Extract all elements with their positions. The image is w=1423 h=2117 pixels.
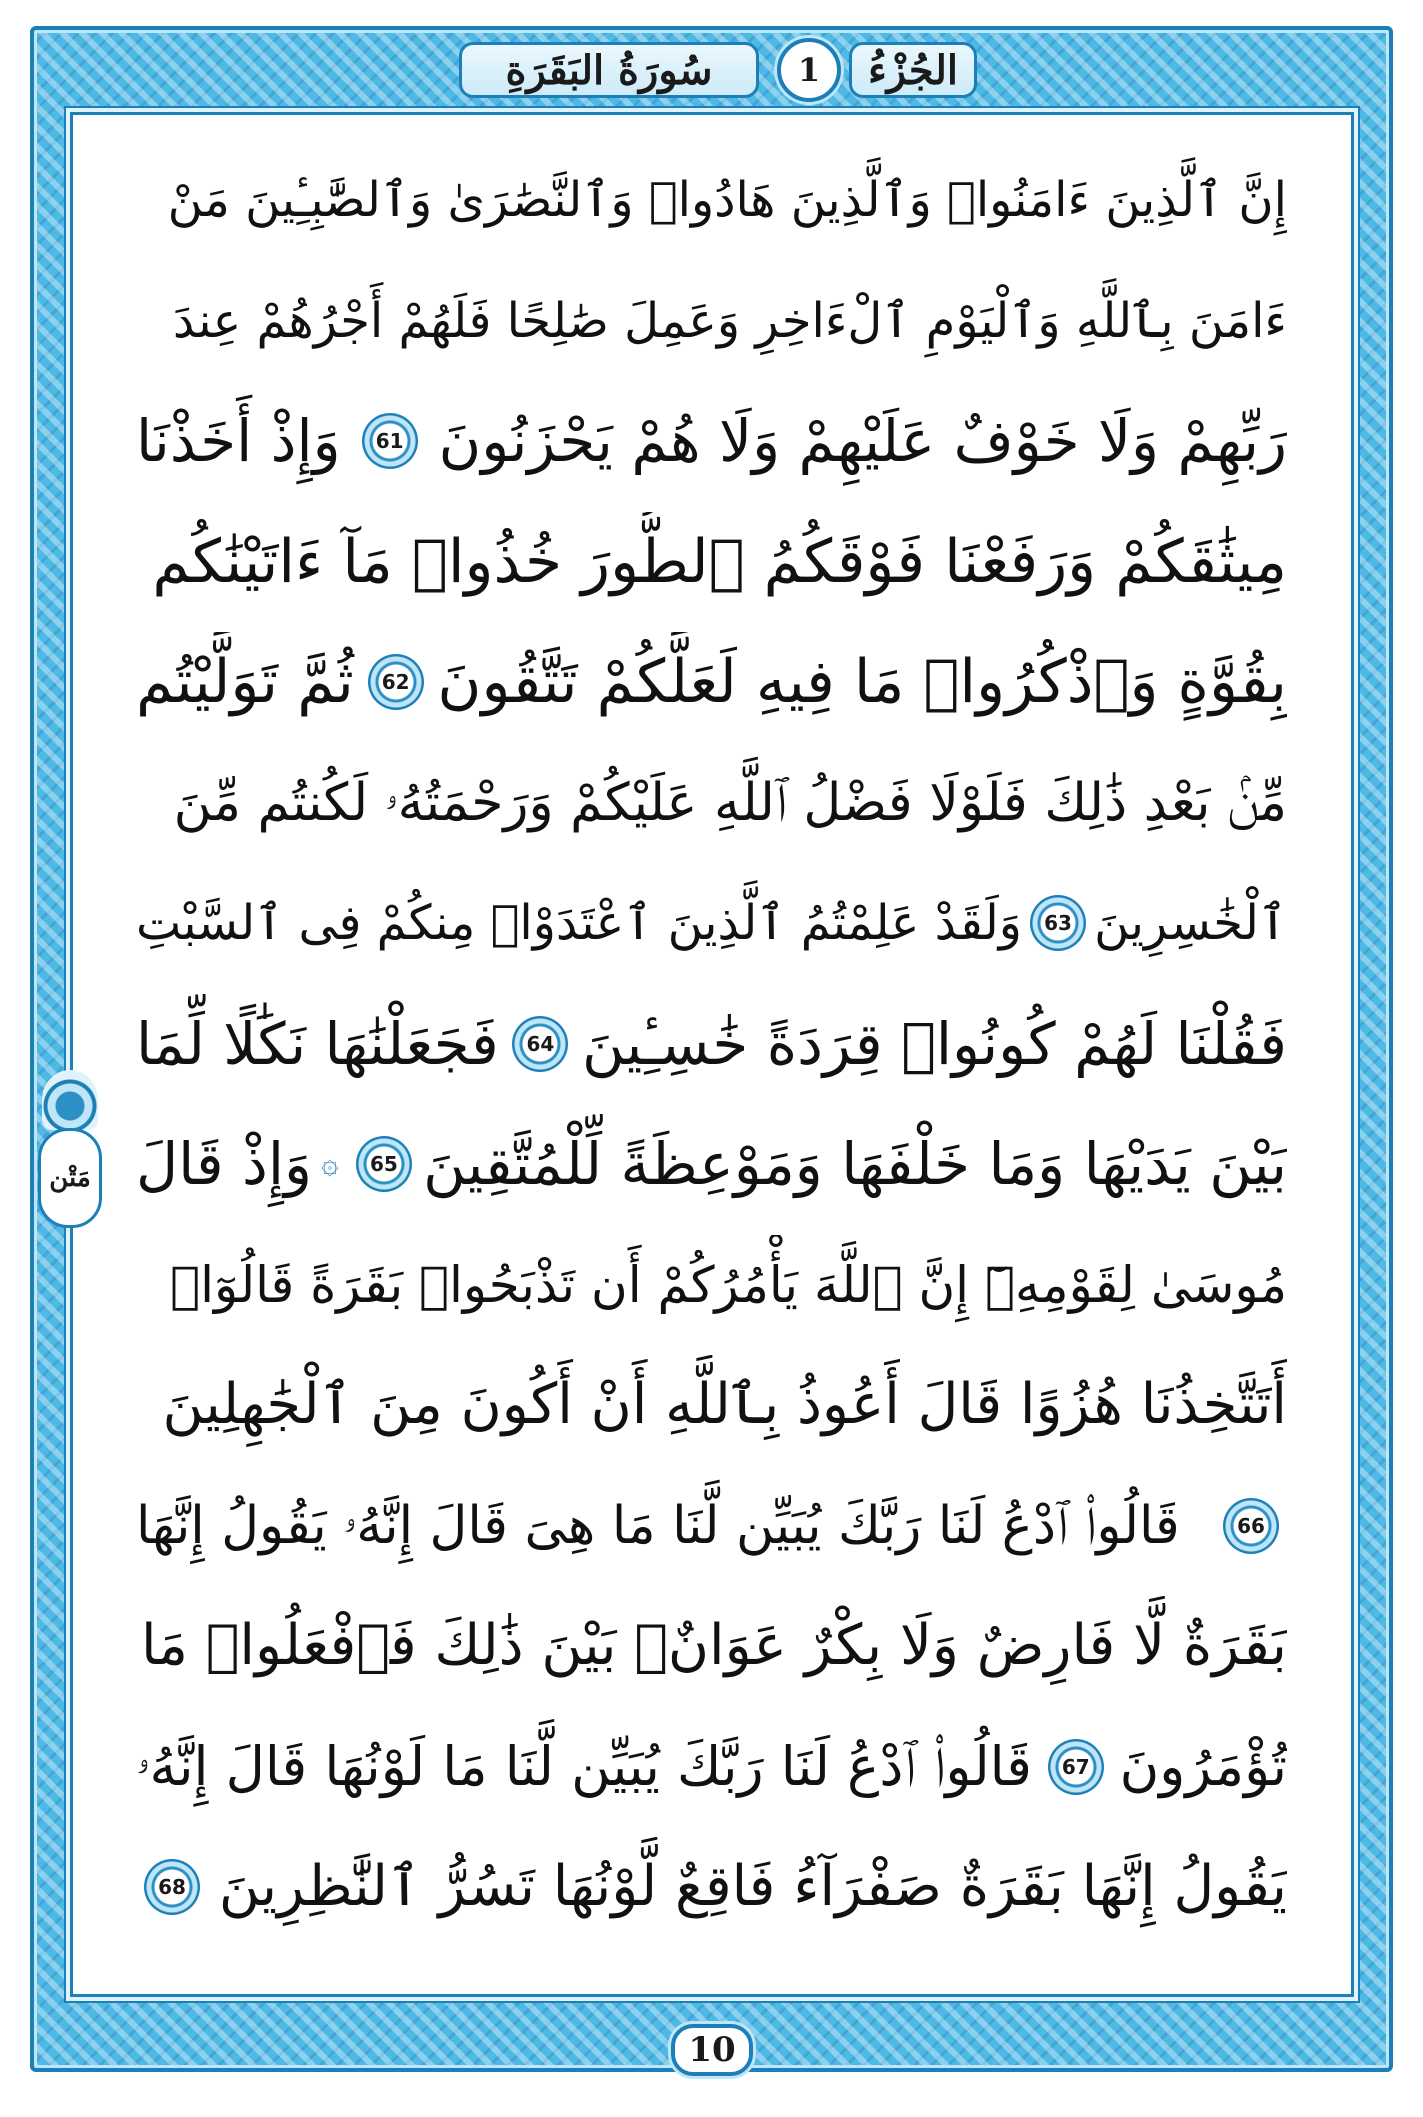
verse-text: ٱلْخَٰسِرِينَ (1094, 895, 1287, 951)
text-line (136, 1717, 1287, 1817)
ayah-number-marker: 64 (512, 1016, 568, 1072)
verse-text: مُوسَىٰ لِقَوْمِهِۦٓ إِنَّ ٱللَّهَ يَأْمُرُكُمْ أَن تَذْبَحُوا۟ بَقَرَةً قَالُوٓا۟ (170, 1255, 1287, 1314)
side-marker (34, 1070, 106, 1230)
text-line (136, 1235, 1287, 1335)
juz-number-badge: 1 (777, 38, 841, 102)
verse-text: قَالُوا۟ ٱدْعُ لَنَا رَبَّكَ يُبَيِّن لَّنَا مَا هِىَ قَالَ إِنَّهُۥ يَقُولُ إِنَّهَا (136, 1495, 1180, 1556)
verse-text: وَإِذْ أَخَذْنَا (136, 407, 341, 475)
verse-text: بَيْنَ يَدَيْهَا وَمَا خَلْفَهَا وَمَوْعِظَةً لِّلْمُتَّقِينَ (423, 1130, 1287, 1198)
verse-text: تُؤْمَرُونَ (1119, 1734, 1287, 1798)
ayah-number-marker: 68 (144, 1859, 200, 1915)
verse-text: بِقُوَّةٍ وَٱذْكُرُوا۟ مَا فِيهِ لَعَلَّكُمْ تَتَّقُونَ (437, 647, 1287, 717)
text-line (136, 271, 1287, 371)
side-marker-label: مَتْن (38, 1128, 102, 1228)
side-ornament-icon (42, 1070, 98, 1130)
verse-text: مِيثَٰقَكُمْ وَرَفَعْنَا فَوْقَكُمُ ٱلطُّورَ خُذُوا۟ مَآ ءَاتَيْنَٰكُم (152, 526, 1287, 597)
text-line (136, 150, 1287, 250)
page-number: 10 (671, 2024, 753, 2076)
page-header (459, 38, 977, 104)
juz-label: الجُزْءُ (849, 42, 977, 98)
surah-name: سُورَةُ البَقَرَةِ (459, 42, 759, 98)
text-line (136, 391, 1287, 491)
text-line (136, 1476, 1287, 1576)
verse-text: إِنَّ ٱلَّذِينَ ءَامَنُوا۟ وَٱلَّذِينَ هَادُوا۟ وَٱلنَّصَٰرَىٰ وَٱلصَّٰبِـِٔينَ مَنْ (167, 172, 1287, 228)
quran-text-area (136, 150, 1287, 1960)
verse-text: ءَامَنَ بِٱللَّهِ وَٱلْيَوْمِ ٱلْءَاخِرِ وَعَمِلَ صَٰلِحًا فَلَهُمْ أَجْرُهُمْ عِندَ (172, 292, 1287, 349)
verse-text: بَقَرَةٌ لَّا فَارِضٌ وَلَا بِكْرٌ عَوَانٌۢ بَيْنَ ذَٰلِكَ فَٱفْعَلُوا۟ مَا (140, 1613, 1287, 1678)
text-line (136, 873, 1287, 973)
verse-text: رَبِّهِمْ وَلَا خَوْفٌ عَلَيْهِمْ وَلَا هُمْ يَحْزَنُونَ (438, 407, 1287, 475)
verse-text: فَقُلْنَا لَهُمْ كُونُوا۟ قِرَدَةً خَٰسِـِٔينَ (582, 1009, 1287, 1078)
verse-text: ثُمَّ تَوَلَّيْتُم (136, 647, 354, 717)
verse-text: وَإِذْ قَالَ (136, 1130, 312, 1198)
text-line (136, 632, 1287, 732)
ayah-number-marker: 62 (368, 654, 424, 710)
ayah-number-marker: 67 (1048, 1739, 1104, 1795)
text-line (136, 1837, 1287, 1937)
verse-text: فَجَعَلْنَٰهَا نَكَٰلًا لِّمَا (136, 1009, 499, 1078)
ayah-number-marker: 65 (356, 1136, 412, 1192)
text-line (136, 753, 1287, 853)
verse-text: يَقُولُ إِنَّهَا بَقَرَةٌ صَفْرَآءُ فَاقِعٌ لَّوْنُهَا تَسُرُّ ٱلنَّٰظِرِينَ (218, 1854, 1287, 1919)
verse-text: وَلَقَدْ عَلِمْتُمُ ٱلَّذِينَ ٱعْتَدَوْا۟ مِنكُمْ فِى ٱلسَّبْتِ (136, 895, 1022, 951)
rub-el-hizb-icon: ۞ (321, 1146, 339, 1181)
text-line (136, 1114, 1287, 1214)
verse-text: قَالُوا۟ ٱدْعُ لَنَا رَبَّكَ يُبَيِّن لَّنَا مَا لَوْنُهَا قَالَ إِنَّهُۥ (136, 1734, 1032, 1798)
ayah-number-marker: 66 (1223, 1498, 1279, 1554)
verse-text: مِّنۢ بَعْدِ ذَٰلِكَ فَلَوْلَا فَضْلُ ٱللَّهِ عَلَيْكُمْ وَرَحْمَتُهُۥ لَكُنتُم مِّنَ (173, 772, 1287, 833)
text-line (136, 512, 1287, 612)
ayah-number-marker: 63 (1030, 895, 1086, 951)
text-line (136, 1596, 1287, 1696)
ayah-number-marker: 61 (362, 413, 418, 469)
text-line (136, 994, 1287, 1094)
verse-text: أَتَتَّخِذُنَا هُزُوًا قَالَ أَعُوذُ بِٱللَّهِ أَنْ أَكُونَ مِنَ ٱلْجَٰهِلِينَ (162, 1372, 1287, 1437)
text-line (136, 1355, 1287, 1455)
